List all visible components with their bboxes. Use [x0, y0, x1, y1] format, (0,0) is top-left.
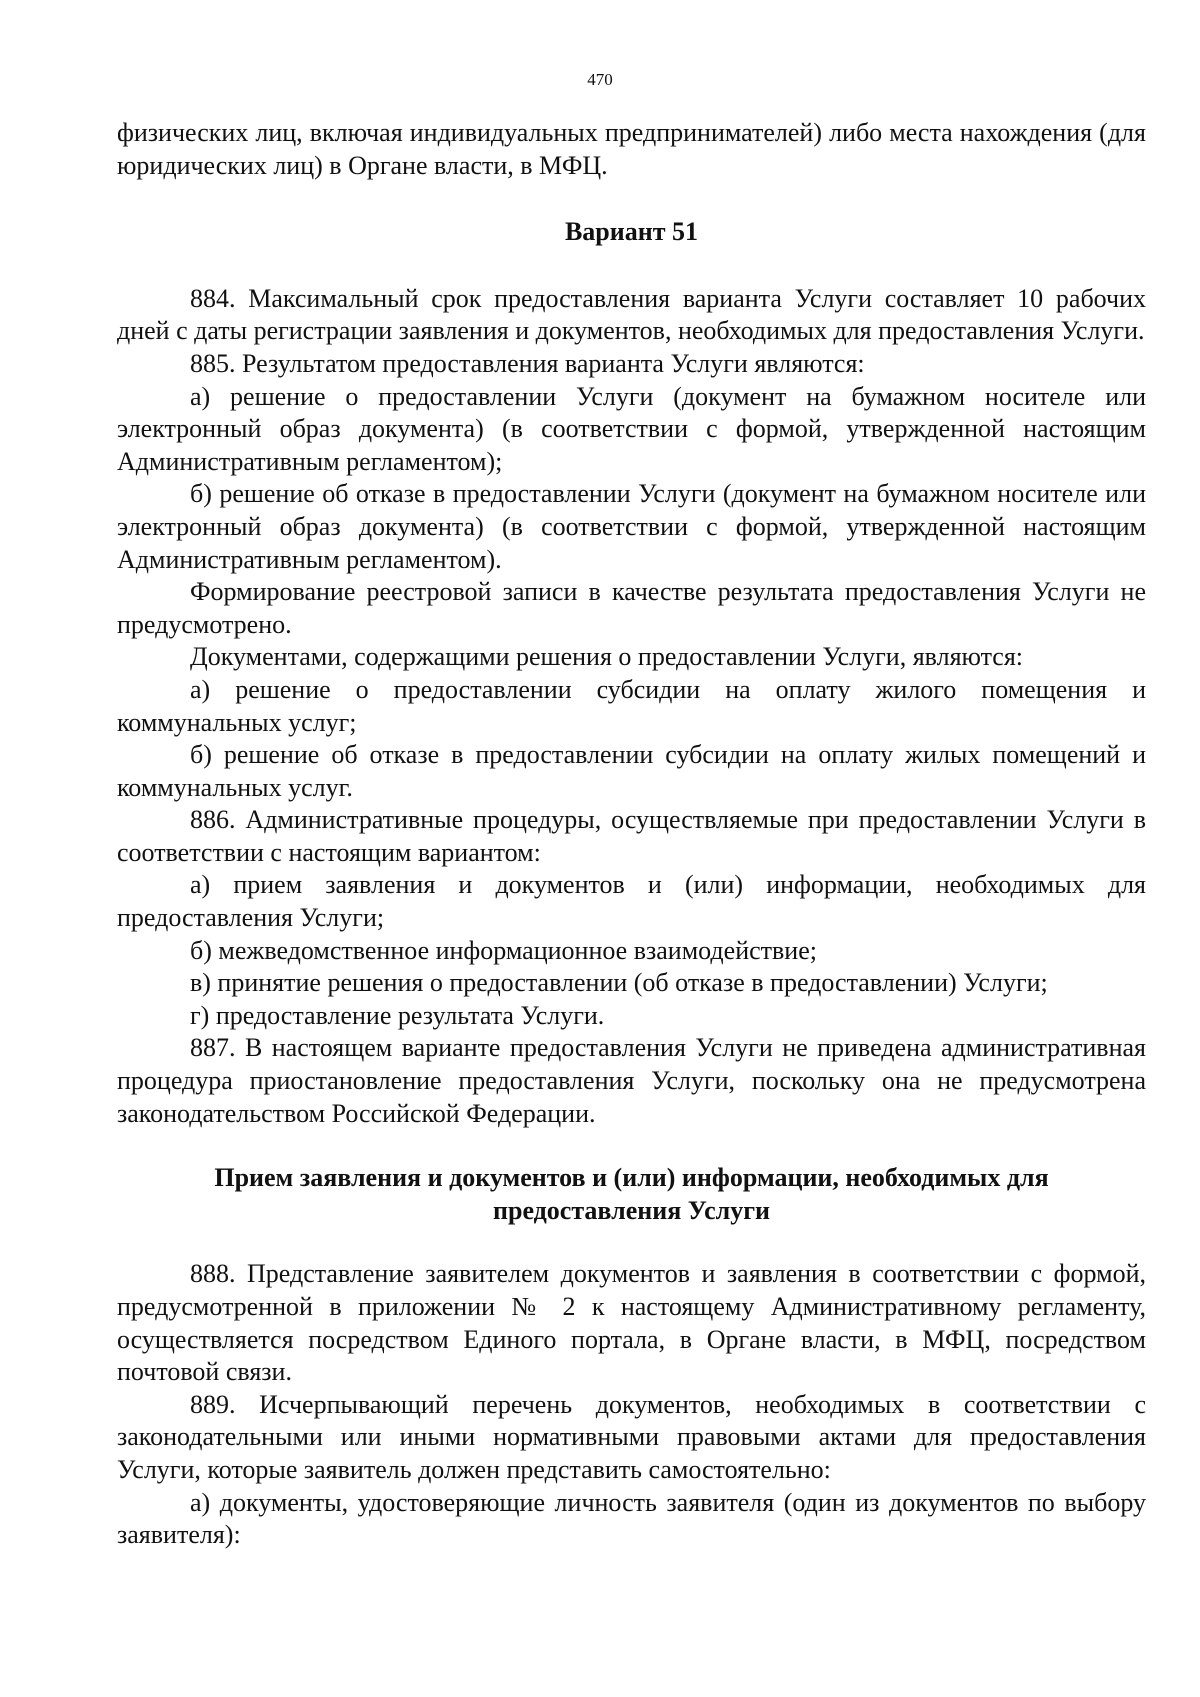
variant-heading: Вариант 51	[564, 217, 699, 247]
list-item-885-b: б) решение об отказе в предоставлении Услуги (документ на бумажном носителе или электронный образ документа) (в соответствии с формой, утвержденной настоящим Административным регламентом).	[117, 479, 1146, 574]
document-body	[117, 117, 1146, 1552]
variant-paragraphs	[117, 283, 1146, 1130]
list-item-889-a: а) документы, удостоверяющие личность заявителя (один из документов по выбору заявителя):	[117, 1487, 1146, 1550]
list-item-885-a: а) решение о предоставлении Услуги (документ на бумажном носителе или электронный образ документа) (в соответствии с формой, утвержденной настоящим Административным регламентом);	[117, 381, 1146, 476]
paragraph-887: 887. В настоящем варианте предоставления Услуги не приведена административная процедура приостановление предоставления Услуги, поскольку она не предусмотрена законодательством Российской Федерации.	[117, 1033, 1146, 1128]
page-number: 470	[587, 70, 613, 89]
paragraph-884: 884. Максимальный срок предоставления варианта Услуги составляет 10 рабочих дней с даты регистрации заявления и документов, необходимых для предоставления Услуги.	[117, 283, 1146, 346]
paragraph-registry-note: Формирование реестровой записи в качестве результата предоставления Услуги не предусмотрено.	[117, 577, 1146, 639]
list-item-886-c: в) принятие решения о предоставлении (об отказе в предоставлении) Услуги;	[190, 968, 1048, 998]
paragraph-889: 889. Исчерпывающий перечень документов, необходимых в соответствии с законодательными или иными нормативными правовыми актами для предоставления Услуги, которые заявитель должен представить самостоятельно:	[117, 1389, 1146, 1484]
list-item-886-a: а) прием заявления и документов и (или) информации, необходимых для предоставления Услуги;	[117, 870, 1146, 933]
list-item-886-d: г) предоставление результата Услуги.	[190, 1000, 605, 1030]
paragraph-886: 886. Административные процедуры, осуществляемые при предоставлении Услуги в соответствии с настоящим вариантом:	[117, 805, 1146, 867]
list-item-886-b: б) межведомственное информационное взаимодействие;	[190, 935, 817, 965]
paragraph-decision-docs: Документами, содержащими решения о предоставлении Услуги, являются:	[190, 642, 1024, 672]
paragraph-885: 885. Результатом предоставления варианта Услуги являются:	[190, 348, 865, 378]
section-paragraphs	[117, 1258, 1146, 1551]
section-heading: Прием заявления и документов и (или) информации, необходимых для предоставления Услуги	[214, 1163, 1049, 1225]
paragraph-888: 888. Представление заявителем документов и заявления в соответствии с формой, предусмотренной в приложении № 2 к настоящему Административному регламенту, осуществляется посредством Единого портала, в Органе власти, в МФЦ, посредством почтовой связи.	[117, 1259, 1146, 1387]
list-item-docs-a: а) решение о предоставлении субсидии на оплату жилого помещения и коммунальных услуг;	[117, 674, 1146, 737]
list-item-docs-b: б) решение об отказе в предоставлении субсидии на оплату жилых помещений и коммунальных услуг.	[117, 740, 1146, 802]
intro-paragraph: физических лиц, включая индивидуальных предпринимателей) либо места нахождения (для юридических лиц) в Органе власти, в МФЦ.	[117, 118, 1146, 180]
